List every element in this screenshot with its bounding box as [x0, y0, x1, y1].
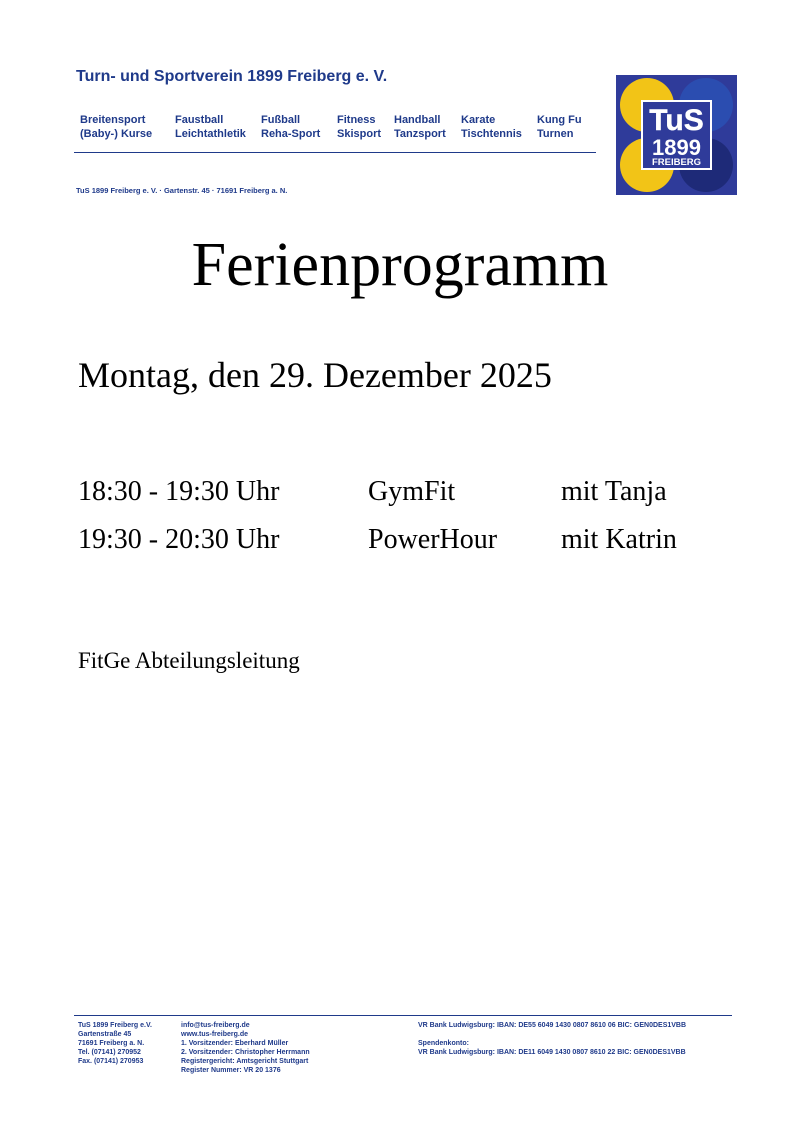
sport-item: Turnen [537, 128, 574, 140]
club-name: Turn- und Sportverein 1899 Freiberg e. V. [76, 68, 388, 85]
footer-line: Registergericht: Amtsgericht Stuttgart [181, 1058, 309, 1065]
logo-year: 1899 [652, 135, 701, 160]
footer-line: www.tus-freiberg.de [181, 1031, 249, 1038]
footer-line [418, 1030, 686, 1039]
sport-item: (Baby-) Kurse [80, 128, 153, 140]
sport-item: Skisport [337, 128, 382, 140]
sport-item: Reha-Sport [261, 128, 321, 140]
sport-item: Breitensport [80, 114, 146, 126]
footer-contact [181, 1021, 310, 1075]
schedule-trainer: mit Katrin [561, 524, 677, 555]
footer-line: info@tus-freiberg.de [181, 1022, 250, 1029]
schedule-trainer: mit Tanja [561, 476, 667, 507]
schedule-time: 19:30 - 20:30 Uhr [78, 524, 280, 555]
event-date: Montag, den 29. Dezember 2025 [78, 355, 552, 395]
footer-line: 2. Vorsitzender: Christopher Herrmann [181, 1049, 310, 1056]
footer-address [78, 1021, 152, 1066]
logo-text: TuS [649, 104, 704, 137]
footer-line: Tel. (07141) 270952 [78, 1049, 141, 1056]
signature-line: FitGe Abteilungsleitung [78, 648, 300, 673]
sport-item: Karate [461, 114, 496, 126]
footer-bank [418, 1021, 686, 1057]
footer-line: TuS 1899 Freiberg e.V. [78, 1022, 152, 1029]
footer-line: VR Bank Ludwigsburg: IBAN: DE55 6049 1430 0807 8610 06 BIC: GEN0DES1VBB [418, 1022, 687, 1029]
footer-line: Spendenkonto: [418, 1040, 469, 1047]
sport-item: Handball [394, 114, 441, 126]
footer-line: Gartenstraße 45 [78, 1031, 132, 1038]
sport-item: Tischtennis [461, 128, 522, 140]
sport-item: Kung Fu [537, 114, 582, 126]
footer-line: 71691 Freiberg a. N. [78, 1040, 145, 1047]
footer-divider [74, 1015, 732, 1016]
sport-item: Faustball [175, 114, 224, 126]
sport-item: Leichtathletik [175, 128, 246, 140]
sender-address-line: TuS 1899 Freiberg e. V. · Gartenstr. 45 · 71691 Freiberg a. N. [76, 186, 288, 195]
logo-city: FREIBERG [651, 157, 702, 168]
sport-item: Fitness [337, 114, 376, 126]
footer-line: Fax. (07141) 270953 [78, 1058, 144, 1065]
schedule-time: 18:30 - 19:30 Uhr [78, 476, 280, 507]
sport-item: Fußball [261, 114, 301, 126]
footer-line: Register Nummer: VR 20 1376 [181, 1067, 281, 1074]
schedule-course: PowerHour [368, 524, 498, 555]
footer-line: VR Bank Ludwigsburg: IBAN: DE11 6049 1430 0807 8610 22 BIC: GEN0DES1VBB [418, 1049, 686, 1056]
sport-item: Tanzsport [394, 128, 446, 140]
footer-line: 1. Vorsitzender: Eberhard Müller [181, 1040, 289, 1047]
schedule-course: GymFit [368, 476, 456, 507]
header-divider [74, 152, 596, 153]
document-title: Ferienprogramm [191, 231, 609, 299]
club-logo [616, 75, 737, 195]
